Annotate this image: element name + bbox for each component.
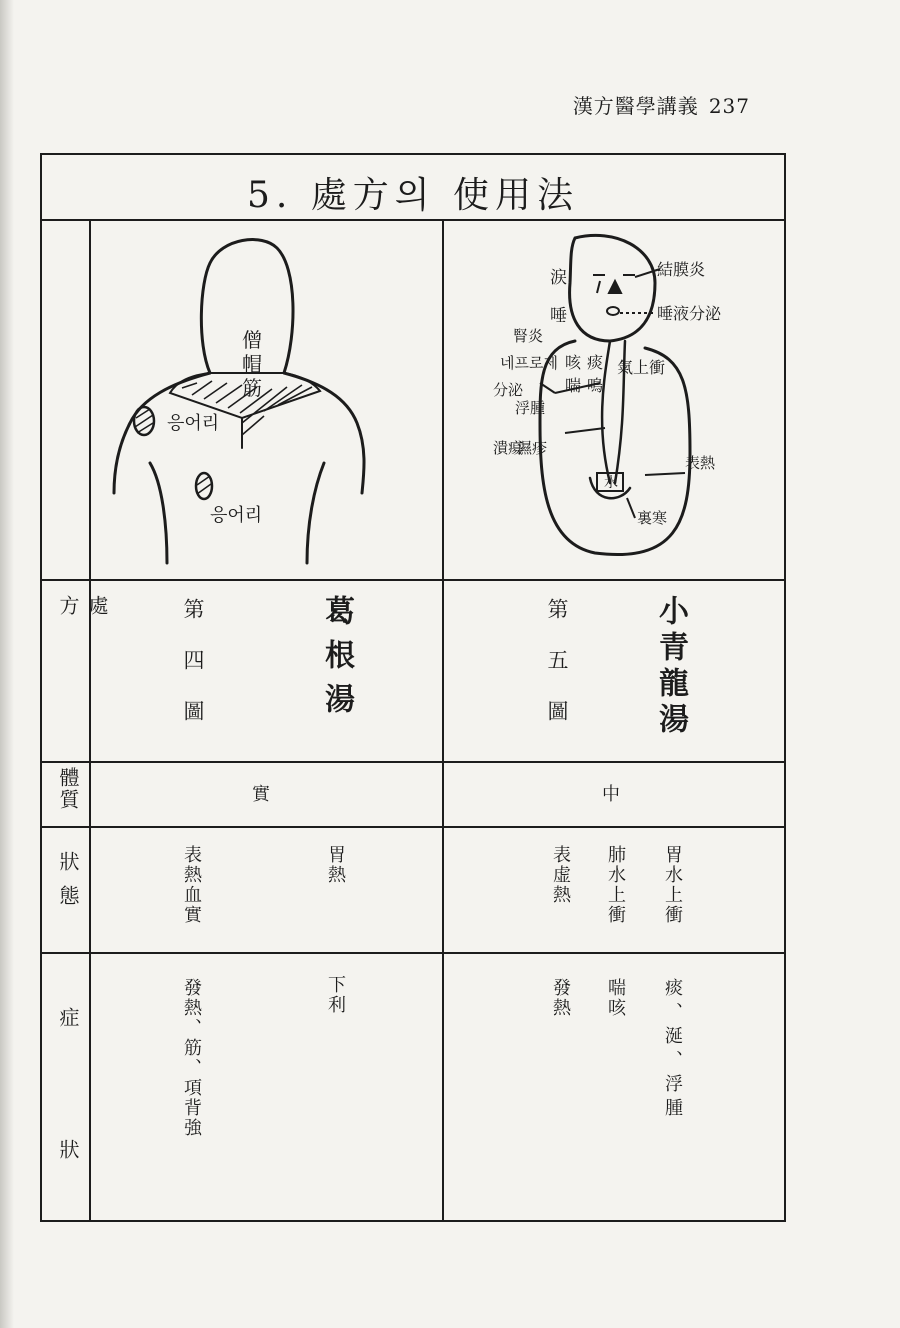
row-label-prescription: 處方 (56, 595, 109, 695)
muscle-label-char: 筋 (242, 376, 262, 400)
conjunctivitis-label: 結膜炎 (657, 260, 706, 279)
divider-title (42, 219, 784, 221)
left-state-a: 胃熱 (325, 845, 346, 885)
left-remedy: 葛根湯 (319, 595, 354, 727)
water-label: 水 (604, 475, 618, 491)
whistle-label: 鳴 (587, 376, 604, 395)
table-frame (40, 153, 786, 1222)
ulcer-label: 潰瘍 (493, 439, 524, 457)
cough-label: 咳 (565, 353, 582, 372)
right-constitution: 中 (602, 784, 620, 805)
right-state-c: 表虚熱 (550, 845, 571, 905)
tears-label: 涙 (550, 268, 567, 288)
left-state-b: 表熱血實 (181, 845, 202, 925)
row-label-constitution: 體質 (56, 767, 80, 811)
figure-body-water (445, 223, 785, 577)
divider-prescription (42, 761, 784, 763)
right-figure-no: 第五圖 (545, 598, 569, 751)
edema-label: 浮腫 (515, 399, 546, 417)
running-head (573, 90, 750, 119)
eczema-label: 濕疹 (517, 439, 548, 457)
right-symptom-b: 喘咳 (605, 978, 626, 1018)
secretion-label: 分泌 (493, 381, 524, 399)
section-title: 5. 處方의 使用法 (246, 175, 579, 216)
left-symptom-b: 發熱、筋、項背強 (181, 978, 202, 1138)
right-state-b: 肺水上衝 (605, 845, 626, 925)
phlegm-label: 痰 (587, 353, 604, 372)
salivation-label: 唾液分泌 (657, 304, 722, 323)
page-number: 237 (708, 94, 750, 118)
divider-state (42, 952, 784, 954)
saliva-label: 唾 (550, 306, 567, 326)
right-remedy: 小青龍湯 (653, 595, 688, 739)
page-edge-shadow (0, 0, 14, 1328)
row-label-symptom-top: 症 (56, 1007, 80, 1029)
row-label-symptom-bottom: 狀 (56, 1139, 80, 1161)
row-label-state: 狀態 (56, 851, 80, 919)
figure-back-trapezius (92, 223, 440, 577)
wheeze-label: 喘 (565, 376, 582, 395)
lump-label-1: 응어리 (167, 413, 220, 434)
lump-label-2: 응어리 (210, 505, 263, 526)
left-figure-no: 第四圖 (181, 598, 205, 751)
muscle-label-char: 僧 (242, 328, 262, 352)
divider-constitution (42, 826, 784, 828)
nephrosis-label: 네프로제 (500, 354, 558, 372)
right-symptom-a: 痰、涎、浮腫 (662, 978, 683, 1122)
divider-figures (42, 579, 784, 581)
left-constitution: 實 (252, 784, 270, 805)
book-title: 漢方醫學講義 (572, 94, 699, 118)
center-column-divider (442, 219, 444, 1222)
right-symptom-c: 發熱 (550, 978, 571, 1018)
qi-rising-label: 氣上衝 (617, 358, 666, 377)
left-symptom-a: 下利 (325, 975, 346, 1015)
interior-cold-label: 裏寒 (637, 509, 668, 527)
muscle-label (242, 328, 262, 400)
muscle-label-char: 帽 (242, 352, 262, 376)
right-state-a: 胃水上衝 (662, 845, 683, 925)
nephritis-label: 腎炎 (513, 327, 544, 345)
exterior-heat-label: 表熱 (685, 454, 716, 472)
